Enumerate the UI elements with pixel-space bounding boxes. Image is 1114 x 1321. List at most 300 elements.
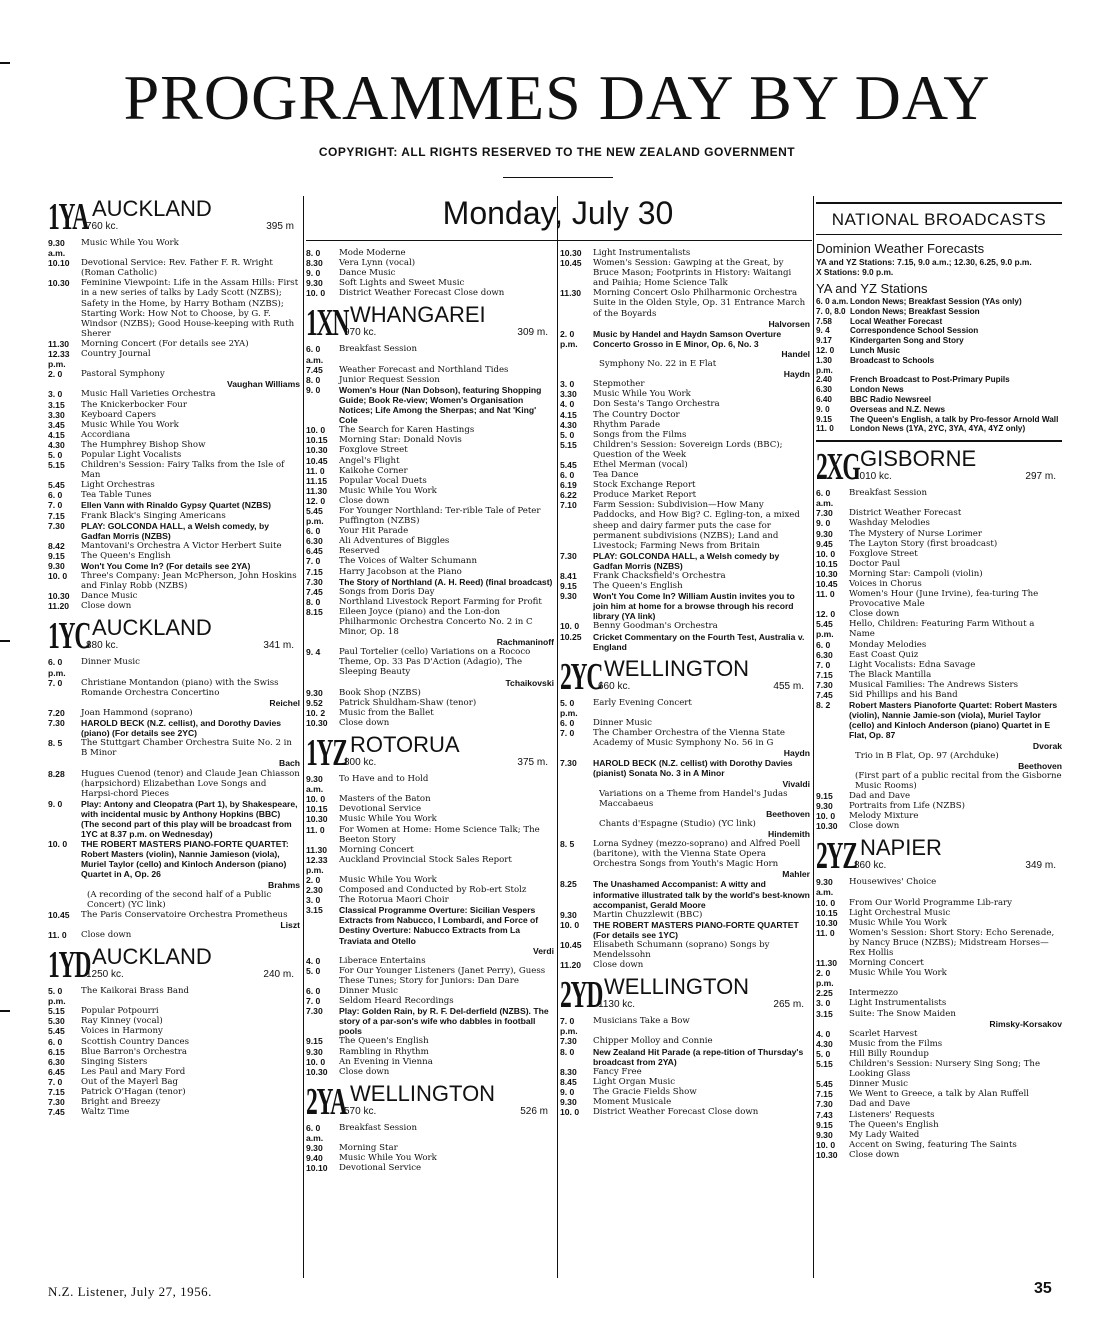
programme-row — [560, 758, 810, 778]
programme-row — [560, 839, 810, 869]
programme-time: 12. 0 — [306, 495, 326, 506]
programme-time: 4. 0 — [816, 1028, 831, 1039]
programme-row — [48, 389, 300, 399]
national-programme-row — [816, 395, 1062, 405]
programme-row — [560, 960, 810, 970]
station-wavelength: 395 m — [266, 221, 294, 232]
programme-composer: Tchaikovski — [505, 677, 554, 688]
programme-row — [306, 708, 554, 718]
programme-title: Masters of the Baton — [339, 794, 431, 805]
programme-title: The Chamber Orchestra of the Vienna State Academy of Music Symphony No. 56 in G — [593, 728, 786, 749]
programme-time: 6. 0 — [560, 470, 575, 481]
programme-row — [560, 910, 810, 920]
programme-title: Eileen Joyce (piano) and the Lon-don Philharmonic Orchestra Concerto No. 2 in C Minor, Op. 18 — [339, 606, 533, 638]
programme-row — [816, 918, 1062, 928]
programme-title: Kindergarten Song and Story — [850, 336, 964, 346]
programme-title: The Search for Karen Hastings — [339, 425, 475, 436]
programme-time: 6.30 — [306, 536, 323, 547]
programme-time: 12. 0 — [816, 609, 836, 620]
programme-time: 9.30 — [560, 591, 577, 602]
column-divider — [813, 196, 814, 1278]
programme-row — [306, 476, 554, 486]
programme-row — [48, 986, 300, 1006]
programme-composer: Reichel — [269, 697, 300, 708]
programme-composer: Rimsky-Korsakov — [989, 1018, 1062, 1029]
programme-title: Composed and Conducted by Rob-ert Stolz — [339, 885, 527, 896]
programme-row — [48, 718, 300, 738]
programme-title: We Went to Greece, a talk by Alan Ruffell — [849, 1089, 1029, 1100]
programme-time: 9.15 — [816, 1119, 833, 1130]
programme-time: 6. 0 — [48, 1036, 63, 1047]
programme-time: 11. 0 — [816, 589, 835, 600]
programme-title: Les Paul and Mary Ford — [81, 1066, 186, 1077]
programme-row — [560, 1077, 810, 1087]
programme-time: 6. 0 — [48, 490, 63, 501]
station-wavelength: 341 m. — [263, 640, 294, 652]
programme-row — [48, 400, 300, 410]
programme-row — [306, 597, 554, 607]
programme-time: 11. 0 — [816, 424, 834, 434]
programme-row — [816, 1049, 1062, 1059]
programme-row — [306, 587, 554, 597]
programme-row — [560, 258, 810, 288]
programme-row — [306, 966, 554, 986]
programme-title: Local Weather Forecast — [850, 316, 943, 326]
programme-time: 10. 0 — [560, 621, 580, 632]
programme-row — [816, 1150, 1062, 1160]
programme-title: Stock Exchange Report — [593, 480, 696, 491]
programme-row — [306, 986, 554, 996]
station-callsign: 1YZ — [306, 732, 347, 775]
programme-title: Farm Session: Subdivision—How Many Paddocks, and How Big? C. Egling-ton, a mixed sheep and dairy farmer puts the case for permanent subdivisions (NZBS); Land and Livestock; Farming News from Britain — [593, 500, 800, 551]
programme-row — [816, 791, 1062, 801]
programme-title: Close down — [849, 609, 900, 620]
programme-time: 9.52 — [306, 697, 323, 708]
programme-time: 8. 5 — [560, 839, 575, 850]
programme-time: 5.45 — [48, 1026, 65, 1037]
programme-row — [560, 1107, 810, 1117]
programme-row — [306, 875, 554, 885]
programme-time — [48, 890, 81, 910]
programme-title: The Layton Story (first broadcast) — [849, 538, 998, 549]
programme-time: 9.15 — [560, 581, 577, 592]
programme-row — [48, 571, 300, 591]
programme-time: 7. 0 — [48, 500, 63, 511]
programme-title: Book Shop (NZBS) — [339, 687, 421, 698]
programme-title: Joan Hammond (soprano) — [81, 707, 193, 718]
programme-row — [48, 1077, 300, 1087]
programme-title: An Evening in Vienna — [339, 1056, 433, 1067]
programme-time: 7. 0 — [560, 728, 575, 739]
programme-title: The Queen's English — [593, 581, 683, 592]
programme-time: 12. 0 — [816, 345, 835, 355]
programme-title: London News; Breakfast Session — [850, 306, 980, 316]
programme-title: Seldom Heard Recordings — [339, 996, 454, 1007]
programme-time: 10. 0 — [306, 425, 326, 436]
programme-row — [816, 539, 1062, 549]
programme-time: 10.30 — [560, 248, 582, 258]
programme-time: 10.45 — [560, 258, 582, 269]
programme-row — [816, 508, 1062, 518]
programme-time: 6.30 — [816, 649, 833, 660]
programme-time: 7.30 — [48, 718, 65, 729]
programme-time: 9. 4 — [816, 326, 830, 336]
programme-title: Lorna Sydney (mezzo-soprano) and Alfred Poell (baritone), with the Vienna State Opera Orchestra Songs from Youth's Magic Horn — [593, 839, 801, 870]
programme-row — [306, 506, 554, 526]
programme-time: 8.25 — [560, 879, 577, 890]
national-programme-row — [816, 326, 1062, 336]
programme-title: Chipper Molloy and Connie — [593, 1036, 713, 1047]
programme-row — [306, 268, 554, 278]
programme-time: 9.30 a.m. — [816, 877, 834, 898]
programme-time: 10. 2 — [306, 707, 326, 718]
programme-row — [48, 1016, 300, 1026]
programme-time: 5. 0 — [560, 429, 575, 440]
programme-row — [48, 1006, 300, 1016]
programme-title: French Broadcast to Post-Primary Pupils — [850, 375, 1010, 385]
programme-title: Variations on a Theme from Handel's Judas Maccabaeus — [599, 788, 788, 809]
programme-row — [306, 1067, 554, 1077]
programme-time: 7.20 — [48, 707, 65, 718]
programme-title: The Country Doctor — [593, 409, 680, 420]
programme-title: Ali Adventures of Biggles — [339, 536, 450, 547]
programme-title: Intermezzo — [849, 988, 899, 999]
station-header — [560, 655, 810, 698]
programme-title: Three's Company: Jean McPherson, John Hoskins and Finlay Robb (NZBS) — [81, 571, 297, 592]
programme-row — [48, 339, 300, 349]
programme-time: 3.30 — [560, 389, 577, 400]
programme-title: PLAY: GOLCONDA HALL, a Welsh comedy by Gadfan Morris (NZBS) — [593, 550, 780, 571]
programme-title: Morning Star — [339, 1143, 398, 1154]
programme-row — [306, 288, 554, 298]
programme-time: 8.42 — [48, 540, 65, 551]
station-frequency: 570 kc. — [344, 1105, 377, 1117]
programme-time: 4.30 — [48, 439, 65, 450]
station-city: WELLINGTON — [350, 1080, 496, 1106]
programme-title: Ethel Merman (vocal) — [593, 459, 688, 470]
weather-forecast-times: X Stations: 9.0 p.m. — [816, 267, 894, 277]
station-section — [816, 448, 1062, 831]
programme-time: 10.30 — [48, 278, 70, 289]
programme-row — [560, 698, 810, 718]
programme-time: 11.20 — [560, 960, 582, 971]
programme-row — [306, 425, 554, 435]
programme-title: Play: Antony and Cleopatra (Part 1), by Shakespeare, with incidental music by Anthony Hopkins (BBC) (The second part of this play will be broadcast from 1YC at 8.37 p.m. on Wednesday) — [81, 798, 298, 840]
weather-forecasts-heading: Dominion Weather Forecasts — [816, 241, 985, 256]
programme-title: Children's Session: Fairy Talks from the Isle of Man — [81, 460, 285, 481]
programme-title: Moment Musicale — [593, 1097, 672, 1108]
programme-row — [306, 435, 554, 445]
programme-title: District Weather Forecast Close down — [593, 1107, 759, 1118]
programme-time: 9.30 a.m. — [306, 774, 324, 795]
programme-time: 10.30 — [306, 445, 328, 456]
programme-time: 4.15 — [48, 429, 65, 440]
programme-row — [306, 456, 554, 466]
programme-time: 6. 0 — [306, 986, 321, 996]
programme-title: For Our Younger Listeners (Janet Perry), Guess These Tunes; Story for Juniors: Dan Dare — [339, 965, 546, 986]
programme-row — [306, 385, 554, 425]
programme-title: Light Vocalists: Edna Savage — [849, 659, 976, 670]
programme-title: Mode Moderne — [339, 248, 406, 258]
programme-title: Morning Concert — [339, 844, 414, 855]
station-wavelength: 297 m. — [1025, 471, 1056, 483]
programme-row — [48, 410, 300, 420]
programme-time: 8. 0 — [306, 248, 321, 258]
programme-row — [306, 344, 554, 364]
programme-row — [560, 389, 810, 399]
programme-time: 4.15 — [560, 409, 577, 420]
programme-row — [816, 751, 1062, 761]
programme-row — [816, 1130, 1062, 1140]
programme-time: 6.15 — [48, 1046, 65, 1057]
programme-time: 11. 0 — [306, 824, 325, 835]
station-wavelength: 240 m. — [263, 969, 294, 981]
programme-title: Devotional Service: Rev. Father F. R. Wright (Roman Catholic) — [81, 258, 273, 279]
programme-title: Overseas and N.Z. News — [850, 404, 946, 414]
programme-title: The Queen's English — [81, 550, 171, 561]
programme-title: Tea Dance — [593, 470, 639, 481]
programme-title: Angel's Flight — [339, 455, 400, 466]
programme-row — [306, 365, 554, 375]
programme-time: 7.45 — [816, 690, 833, 701]
programme-title: (First part of a public recital from the Gisborne Music Rooms) — [855, 770, 1062, 791]
station-header — [816, 835, 1062, 878]
programme-row — [560, 1097, 810, 1107]
programme-row — [560, 1087, 810, 1097]
programme-row — [306, 996, 554, 1006]
programme-time: 7. 0 — [48, 677, 63, 688]
programme-title: HAROLD BECK (N.Z. cellist), and Dorothy Davies (piano) (For details see 2YC) — [81, 718, 282, 739]
programme-row — [816, 771, 1062, 791]
programme-composer: Rachmaninoff — [496, 637, 554, 648]
programme-row — [816, 640, 1062, 650]
programme-row — [560, 1016, 810, 1036]
programme-row — [560, 359, 810, 369]
station-city: WHANGAREI — [350, 302, 486, 328]
programme-title: Breakfast Session — [849, 488, 927, 499]
programme-time: 11.30 — [306, 844, 328, 855]
programme-time: 10.30 — [306, 717, 328, 728]
programme-row — [48, 511, 300, 521]
station-section — [560, 976, 810, 1117]
programme-time: 7.58 — [816, 316, 832, 326]
programme-title: East Coast Quiz — [849, 649, 919, 660]
programme-title: Morning Star: Campoli (violin) — [849, 568, 983, 579]
programme-time: 10.25 — [560, 631, 582, 642]
programme-title: Patrick O'Hagan (tenor) — [81, 1087, 186, 1098]
programme-title: The Queen's English — [849, 1119, 939, 1130]
programme-time: 9.30 — [816, 528, 833, 539]
programme-time: 11.30 — [306, 485, 328, 496]
programme-time: 9. 0 — [816, 404, 830, 414]
programme-title: Harry Jacobson at the Piano — [339, 566, 462, 577]
programme-time: 6.45 — [48, 1066, 65, 1077]
margin-mark — [0, 62, 10, 64]
station-section — [306, 1080, 554, 1174]
programme-title: The Humphrey Bishop Show — [81, 439, 206, 450]
programme-title: Music While You Work — [593, 389, 691, 400]
programme-time: 5.15 — [816, 1059, 833, 1070]
station-city: ROTORUA — [350, 732, 460, 758]
programme-row — [560, 470, 810, 480]
station-header — [306, 1080, 554, 1123]
station-frequency: 1130 kc. — [598, 999, 636, 1011]
programme-row — [306, 1036, 554, 1046]
programme-title: Trio in B Flat, Op. 97 (Archduke) — [855, 750, 999, 761]
programme-time: 7.30 — [306, 576, 323, 587]
programme-row — [48, 460, 300, 480]
programme-time: 4. 0 — [306, 955, 321, 966]
programme-title: Fancy Free — [593, 1066, 642, 1077]
programme-row — [560, 940, 810, 960]
programme-time: 9.30 — [306, 687, 323, 698]
programme-row — [816, 690, 1062, 700]
station-header — [48, 198, 300, 236]
programme-row — [48, 1107, 300, 1117]
programme-title: Women's Session: Short Story: Echo Serenade, by Nancy Bruce (NZBS); Midstream Horses—Rex Hollis — [849, 927, 1055, 958]
programme-time: 7.15 — [48, 1087, 65, 1098]
station-wavelength: 349 m. — [1025, 860, 1056, 872]
programme-time: 7. 0 — [306, 996, 321, 1007]
programme-time: 2. 0 p.m. — [816, 968, 834, 989]
programme-time: 2. 0 p.m. — [560, 328, 578, 349]
programme-row — [48, 551, 300, 561]
programme-row — [48, 420, 300, 430]
programme-row — [816, 1039, 1062, 1049]
programme-row — [306, 567, 554, 577]
programme-time: 10.10 — [48, 258, 70, 269]
programme-time: 3. 0 — [816, 998, 831, 1009]
programme-time: 10. 0 — [816, 811, 836, 822]
programme-time: 2. 0 — [306, 874, 321, 885]
programme-row — [816, 660, 1062, 670]
programme-title: Monday Melodies — [849, 639, 927, 650]
programme-row — [306, 486, 554, 496]
station-section — [560, 248, 810, 652]
programme-row — [306, 496, 554, 506]
programme-time: 6. 0 — [816, 639, 831, 650]
programme-title: Waltz Time — [81, 1107, 130, 1118]
programme-time: 9. 0 — [306, 268, 321, 279]
programme-row — [816, 998, 1062, 1008]
programme-title: Out of the Mayerl Bag — [81, 1076, 179, 1087]
programme-composer: Vivaldi — [782, 778, 810, 789]
programme-time: 7.10 — [560, 500, 577, 511]
programme-row — [48, 521, 300, 541]
programme-time: 7.43 — [816, 1109, 833, 1120]
programme-row — [560, 399, 810, 409]
programme-title: BBC Radio Newsreel — [850, 394, 931, 404]
divider — [306, 240, 812, 241]
programme-row — [816, 811, 1062, 821]
column-2 — [306, 248, 554, 1278]
programme-title: Won't You Come In? William Austin invites you to join him at home for a browse through his record library (YA link) — [593, 591, 795, 622]
programme-time: 7.15 — [816, 669, 833, 680]
programme-title: Portraits from Life (NZBS) — [849, 801, 965, 812]
programme-composer: Halvorsen — [768, 318, 810, 329]
programme-time: 6. 0 a.m. — [816, 488, 834, 509]
programme-title: Voices in Harmony — [81, 1026, 163, 1037]
programme-row — [816, 1120, 1062, 1130]
programme-row — [816, 1089, 1062, 1099]
programme-title: Frank Chacksfield's Orchestra — [593, 571, 726, 581]
programme-time: 3.15 — [306, 905, 323, 916]
programme-title: Symphony No. 22 in E Flat — [599, 359, 717, 370]
programme-time: 7.45 — [306, 586, 323, 597]
programme-row — [306, 895, 554, 905]
programme-row — [48, 1087, 300, 1097]
programme-row — [816, 579, 1062, 589]
programme-row — [48, 369, 300, 379]
programme-title: Your Hit Parade — [339, 526, 409, 537]
programme-row — [560, 430, 810, 440]
programme-row — [306, 1006, 554, 1036]
programme-title: Washday Melodies — [849, 518, 930, 529]
national-programme-row — [816, 424, 1062, 434]
programme-title: Cricket Commentary on the Fourth Test, Australia v. England — [593, 631, 805, 652]
footer-issue: N.Z. Listener, July 27, 1956. — [48, 1284, 212, 1299]
station-callsign: 2XG — [816, 446, 860, 489]
programme-time: 9.30 — [816, 1129, 833, 1140]
programme-row — [48, 561, 300, 571]
programme-title: Lunch Music — [850, 345, 901, 355]
programme-row — [816, 488, 1062, 508]
programme-title: Light Orchestral Music — [849, 907, 951, 918]
programme-row — [48, 708, 300, 718]
programme-title: Morning Concert Oslo Philharmonic Orchestra Suite in the Olden Style, Op. 31 Entrance March of the Boyards — [593, 288, 806, 319]
programme-time: 6. 0 a.m. — [816, 297, 849, 306]
margin-mark — [0, 640, 10, 642]
programme-title: Popular Vocal Duets — [339, 475, 427, 486]
programme-title: Tea Table Tunes — [81, 490, 152, 501]
programme-time: 10.30 — [816, 821, 838, 832]
programme-row — [306, 1123, 554, 1143]
station-callsign: 1YA — [48, 198, 88, 238]
programme-title: Music While You Work — [339, 1153, 437, 1164]
station-wavelength: 455 m. — [773, 680, 804, 692]
programme-time: 5. 0 — [306, 965, 321, 976]
programme-time: 2.30 — [306, 885, 323, 896]
programme-row — [48, 839, 300, 879]
programme-row — [48, 890, 300, 910]
programme-row — [48, 1067, 300, 1077]
programme-title: Close down — [849, 1149, 900, 1160]
programme-composer: Brahms — [268, 879, 300, 890]
station-frequency: 1250 kc. — [86, 969, 124, 981]
programme-row — [48, 490, 300, 500]
programme-row — [306, 607, 554, 637]
programme-time: 10. 0 — [816, 1139, 836, 1150]
programme-time: 7. 0 — [48, 1076, 63, 1087]
programme-title: London News (1YA, 2YC, 3YA, 4YA, 4YZ only) — [850, 424, 1026, 434]
programme-title: Robert Masters Pianoforte Quartet: Robert Masters (violin), Nannie Jamie-son (viola), Muriel Taylor (cello) and Kinloch Anderson (piano) Quartet in E Flat, Op. 87 — [849, 700, 1058, 741]
programme-time: 9.17 — [816, 336, 832, 346]
programme-time: 9.30 — [560, 1097, 577, 1108]
programme-title: Pastoral Symphony — [81, 369, 165, 380]
programme-time — [560, 359, 593, 369]
programme-time: 9. 0 — [816, 518, 831, 529]
programme-title: Music by Handel and Haydn Samson Overture Concerto Grosso in E Minor, Op. 6, No. 3 — [593, 328, 782, 349]
programme-row — [816, 821, 1062, 831]
programme-title: Dinner Music — [849, 1079, 908, 1090]
programme-time: 7. 0 — [816, 659, 831, 670]
station-section — [816, 837, 1062, 1160]
programme-time: 11. 0 — [816, 927, 835, 938]
programme-time: 10. 0 — [306, 288, 326, 299]
programme-time: 8. 5 — [48, 738, 63, 749]
programme-row — [816, 898, 1062, 908]
programme-time: 11. 0 — [306, 465, 325, 476]
